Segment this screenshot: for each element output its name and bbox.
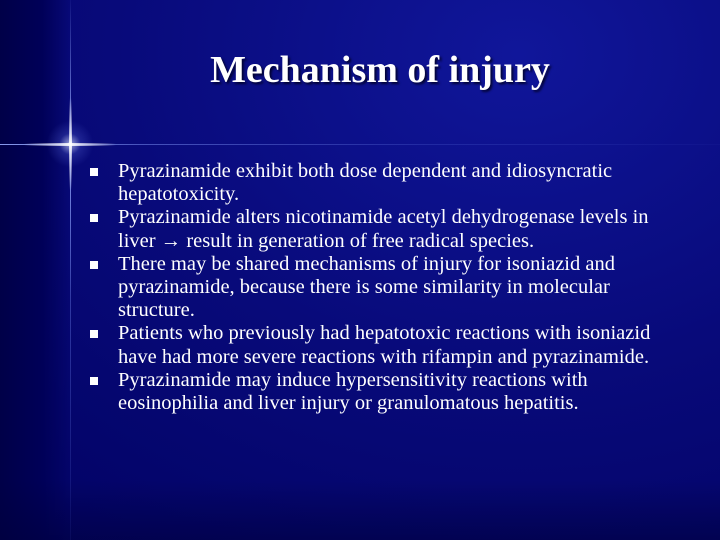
bottom-shade — [0, 480, 720, 540]
bullet-item-4 — [88, 322, 688, 368]
bullet-text: Pyrazinamide may induce hypersensitivity reactions with eosinophilia and liver injury or granulomatous hepatitis. — [118, 368, 588, 415]
slide-title: Mechanism of injury — [210, 49, 550, 91]
bullet-text-before: Pyrazinamide alters nicotinamide acetyl dehydrogenase levels in liver — [118, 206, 649, 252]
bullet-text: Pyrazinamide exhibit both dose dependent and idiosyncratic hepatotoxicity. — [118, 160, 613, 206]
bullet-text-after: result in generation of free radical species. — [181, 229, 535, 252]
bullet-item-3 — [88, 253, 688, 323]
sparkle-ray-vertical — [69, 98, 72, 190]
square-bullet-icon — [90, 261, 98, 269]
bullet-text: Patients who previously had hepatotoxic reactions with isoniazid have had more severe reactions with rifampin and pyrazinamide. — [118, 322, 651, 368]
square-bullet-icon — [90, 214, 98, 222]
square-bullet-icon — [90, 330, 98, 338]
left-decor-panel — [0, 0, 70, 540]
bullet-item-5 — [88, 369, 688, 415]
bullet-list — [88, 160, 688, 415]
bullet-text: There may be shared mechanisms of injury for isoniazid and pyrazinamide, because there is some similarity in molecular structure. — [118, 252, 615, 322]
right-arrow-icon: → — [160, 229, 182, 252]
bullet-item-1 — [88, 160, 688, 206]
square-bullet-icon — [90, 168, 98, 176]
square-bullet-icon — [90, 377, 98, 385]
bullet-item-2 — [88, 206, 688, 252]
